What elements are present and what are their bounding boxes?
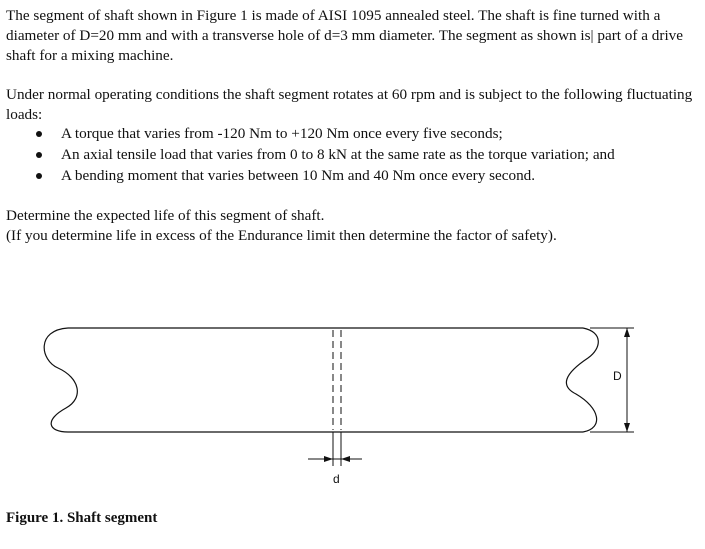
d-arrow-right <box>341 456 350 462</box>
bullet-icon <box>36 152 42 158</box>
list-item <box>6 166 696 187</box>
paragraph-shaft-description: The segment of shaft shown in Figure 1 is made of AISI 1095 annealed steel. The shaft is fine turned with a diameter of D=20 mm and with a transverse hole of d=3 mm diameter. The segment as shown is| part of a drive shaft for a mixing machine. <box>6 7 683 64</box>
label-d: d <box>333 472 340 486</box>
list-item <box>6 124 696 145</box>
D-arrow-bottom <box>624 423 630 432</box>
d-arrow-left <box>324 456 333 462</box>
list-item <box>6 145 696 166</box>
task-line-safety-factor: (If you determine life in excess of the Endurance limit then determine the factor of safety). <box>6 227 557 244</box>
figure-caption: Figure 1. Shaft segment <box>6 510 158 526</box>
D-arrow-top <box>624 328 630 337</box>
load-axial: An axial tensile load that varies from 0 to 8 kN at the same rate as the torque variation; and <box>61 146 615 163</box>
task-block <box>6 206 698 246</box>
bullet-icon <box>36 131 42 137</box>
left-break-curve <box>44 328 77 432</box>
paragraph-operating-conditions: Under normal operating conditions the shaft segment rotates at 60 rpm and is subject to the following fluctuating loads: <box>6 86 693 123</box>
bullet-icon <box>36 173 42 179</box>
label-D: D <box>613 369 622 383</box>
loads-list <box>6 124 696 187</box>
right-break-curve <box>566 328 598 432</box>
load-torque: A torque that varies from -120 Nm to +120 Nm once every five seconds; <box>61 125 503 142</box>
shaft-figure <box>0 300 705 500</box>
load-bending: A bending moment that varies between 10 Nm and 40 Nm once every second. <box>61 167 536 184</box>
task-line-life: Determine the expected life of this segment of shaft. <box>6 207 325 224</box>
